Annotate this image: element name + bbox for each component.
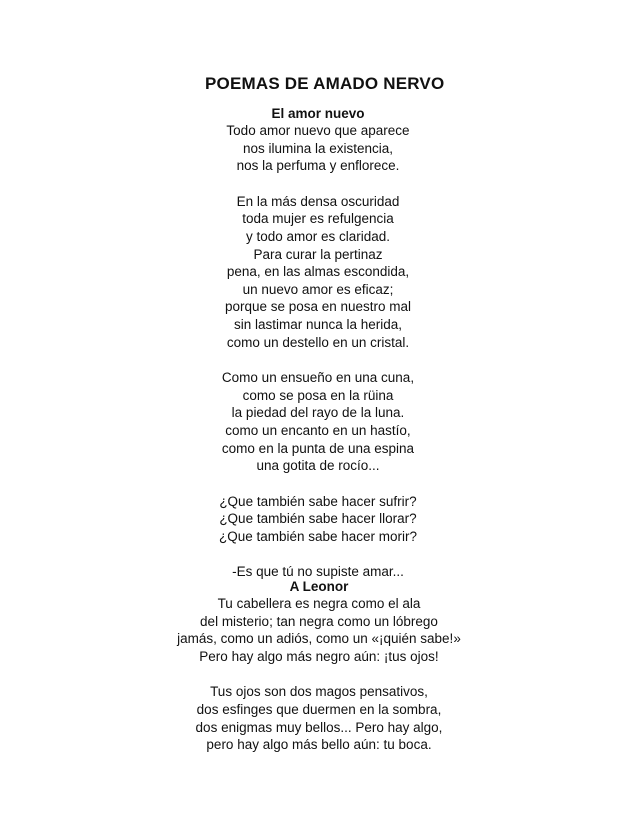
- poem-line: Para curar la pertinaz: [253, 246, 383, 262]
- poem-line: un nuevo amor es eficaz;: [242, 281, 394, 297]
- poem-line: porque se posa en nuestro mal: [224, 299, 412, 315]
- stanza-gap: [0, 545, 637, 563]
- poem-line: como un destello en un cristal.: [226, 334, 410, 350]
- poem-title: A Leonor: [289, 579, 349, 594]
- poem-line: la piedad del rayo de la luna.: [231, 405, 405, 421]
- poem-line: ¿Que también sabe hacer sufrir?: [219, 493, 417, 509]
- poem-line: Tu cabellera es negra como el ala: [217, 596, 421, 611]
- document-title: POEMAS DE AMADO NERVO: [205, 74, 445, 93]
- poem-line: del misterio; tan negra como un lóbrego: [200, 613, 438, 629]
- poem-el-amor-nuevo: [0, 105, 637, 581]
- poem-line: nos ilumina la existencia,: [242, 140, 394, 156]
- stanza: [0, 683, 638, 753]
- poem-line: pero hay algo más bello aún: tu boca.: [206, 737, 432, 753]
- stanza-gap: [0, 175, 637, 193]
- poem-line: -Es que tú no supiste amar...: [232, 564, 404, 580]
- poem-line: ¿Que también sabe hacer morir?: [218, 528, 418, 544]
- poem-line: Como un ensueño en una cuna,: [221, 370, 415, 386]
- poem-line: Pero hay algo más negro aún: ¡tus ojos!: [199, 648, 439, 664]
- poem-line: nos la perfuma y enflorece.: [236, 158, 400, 174]
- stanza: [0, 369, 637, 475]
- poem-line: pena, en las almas escondida,: [226, 264, 410, 280]
- poem-line: sin lastimar nunca la herida,: [233, 316, 403, 332]
- stanza: [0, 595, 638, 665]
- poem-line: jamás, como un adiós, como un «¡quién sabe!»: [177, 631, 461, 647]
- poem-line: Todo amor nuevo que aparece: [226, 123, 410, 138]
- stanza: [0, 193, 637, 351]
- poem-line: En la más densa oscuridad: [236, 193, 400, 209]
- poem-line: ¿Que también sabe hacer llorar?: [219, 511, 417, 527]
- poem-line: toda mujer es refulgencia: [242, 211, 394, 227]
- poem-line: dos enigmas muy bellos... Pero hay algo,: [195, 719, 443, 735]
- stanza: [0, 122, 637, 175]
- poem-line: una gotita de rocío...: [256, 458, 380, 474]
- stanza-gap: [0, 665, 638, 683]
- stanza-gap: [0, 475, 637, 493]
- poem-line: y todo amor es claridad.: [245, 228, 391, 244]
- poem-title: El amor nuevo: [271, 106, 365, 121]
- stanza: [0, 493, 637, 546]
- poem-line: como un encanto en un hastío,: [225, 422, 411, 438]
- poem-a-leonor: [0, 578, 638, 754]
- poem-line: como se posa en la rüina: [242, 387, 394, 403]
- poem-line: Tus ojos son dos magos pensativos,: [210, 684, 428, 700]
- poem-line: dos esfinges que duermen en la sombra,: [196, 701, 442, 717]
- poem-line: como en la punta de una espina: [221, 440, 415, 456]
- stanza-gap: [0, 351, 637, 369]
